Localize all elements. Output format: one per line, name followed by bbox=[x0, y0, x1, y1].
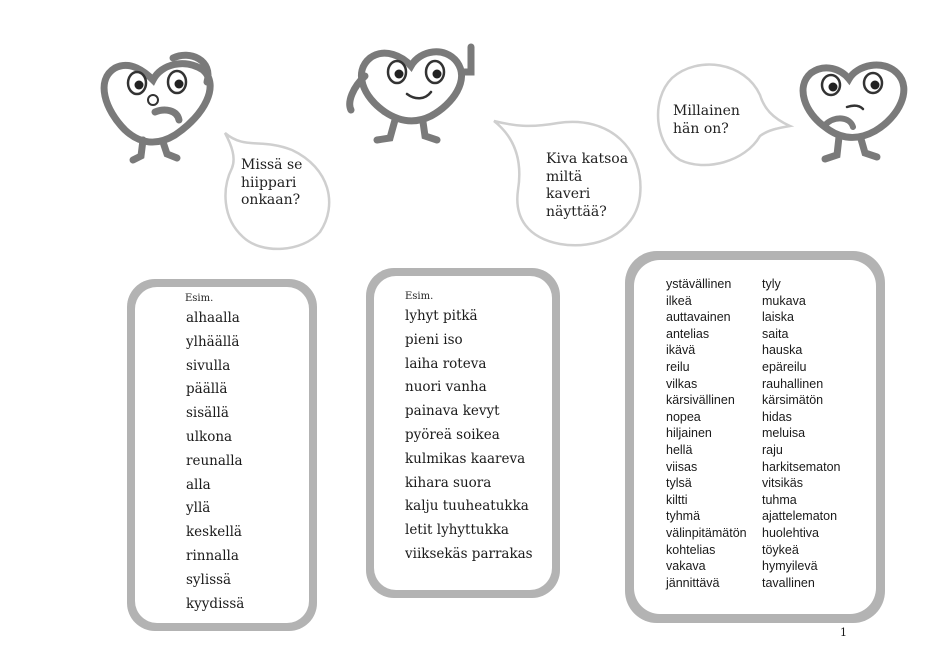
list-item: reilu bbox=[666, 359, 690, 374]
bubble-2-line: Kiva katsoa bbox=[546, 151, 629, 167]
list-item: vilkas bbox=[666, 376, 698, 391]
list-item: töykeä bbox=[762, 542, 799, 557]
personality-words-column-2 bbox=[762, 276, 841, 591]
list-item: päällä bbox=[186, 381, 228, 398]
list-item: huolehtiva bbox=[762, 525, 819, 540]
list-item: alla bbox=[186, 476, 211, 493]
list-item: rinnalla bbox=[186, 547, 239, 564]
list-item: hidas bbox=[762, 409, 792, 424]
bubble-1-line: onkaan? bbox=[241, 192, 301, 208]
list-item: alhaalla bbox=[186, 310, 240, 326]
list-item: kihara suora bbox=[405, 474, 492, 491]
list-item: ilkeä bbox=[666, 293, 692, 308]
list-item: tyhmä bbox=[666, 509, 701, 524]
list-item: lyhyt pitkä bbox=[405, 308, 478, 324]
list-item: letit lyhyttukka bbox=[405, 522, 509, 539]
bubble-3-line: Millainen bbox=[673, 103, 740, 119]
list-item: nopea bbox=[666, 409, 701, 424]
speech-bubble-1-text bbox=[241, 157, 302, 210]
list-item: tyly bbox=[762, 277, 781, 291]
speech-bubble-3-text bbox=[673, 103, 740, 138]
bubble-1-line: Missä se bbox=[241, 157, 303, 173]
list-item: pyöreä soikea bbox=[405, 426, 500, 443]
place-words-list bbox=[186, 307, 244, 616]
bubble-1-line: hiippari bbox=[241, 174, 297, 191]
bubble-2-line: näyttää? bbox=[546, 203, 607, 220]
list-item: tylsä bbox=[666, 476, 692, 491]
list-item: kärsimätön bbox=[762, 393, 824, 408]
personality-words-column-1 bbox=[666, 276, 747, 591]
bubble-2-line: kaveri bbox=[546, 186, 591, 202]
list-item: kohtelias bbox=[666, 542, 716, 557]
list-item: sylissä bbox=[186, 571, 232, 588]
list-item: epäreilu bbox=[762, 359, 807, 374]
list-item: laiska bbox=[762, 310, 794, 325]
list-item: kärsivällinen bbox=[666, 393, 735, 408]
list-item: laiha roteva bbox=[405, 355, 487, 372]
list-item: kalju tuuheatukka bbox=[405, 498, 529, 515]
list-item: jännittävä bbox=[666, 575, 720, 590]
pondering-heart-character-icon bbox=[795, 55, 915, 170]
list-item: välinpitämätön bbox=[666, 525, 747, 540]
list-item: ystävällinen bbox=[666, 277, 732, 291]
list-item: reunalla bbox=[186, 452, 243, 469]
place-words-box bbox=[135, 287, 309, 623]
list-item: kulmikas kaareva bbox=[405, 450, 526, 467]
list-item: viiksekäs parrakas bbox=[405, 545, 533, 562]
page-number: 1 bbox=[840, 626, 847, 639]
list-item: tuhma bbox=[762, 492, 797, 507]
speech-bubble-2-text bbox=[546, 151, 628, 221]
list-item: hymyilevä bbox=[762, 559, 818, 574]
list-item: painava kevyt bbox=[405, 403, 500, 420]
example-label: Esim. bbox=[185, 293, 214, 304]
list-item: ulkona bbox=[186, 428, 233, 445]
list-item: harkitsematon bbox=[762, 459, 841, 474]
personality-words-box bbox=[634, 260, 876, 614]
appearance-words-list bbox=[405, 305, 533, 567]
list-item: kiltti bbox=[666, 492, 688, 507]
list-item: ylhäällä bbox=[186, 333, 240, 350]
list-item: rauhallinen bbox=[762, 376, 824, 391]
list-item: vitsikäs bbox=[762, 476, 803, 491]
list-item: auttavainen bbox=[666, 310, 731, 325]
list-item: hiljainen bbox=[666, 426, 712, 441]
list-item: viisas bbox=[666, 459, 698, 474]
list-item: kyydissä bbox=[186, 595, 245, 612]
list-item: vakava bbox=[666, 559, 706, 574]
list-item: sivulla bbox=[186, 357, 231, 374]
thinking-heart-character-icon bbox=[95, 50, 225, 170]
bubble-3-line: hän on? bbox=[673, 120, 729, 137]
example-label: Esim. bbox=[405, 291, 434, 302]
list-item: sisällä bbox=[186, 405, 229, 422]
list-item: yllä bbox=[186, 500, 211, 517]
list-item: hauska bbox=[762, 343, 803, 358]
list-item: nuori vanha bbox=[405, 379, 487, 396]
bubble-2-line: miltä bbox=[546, 168, 583, 185]
list-item: tavallinen bbox=[762, 575, 815, 590]
waving-heart-character-icon bbox=[345, 42, 485, 147]
list-item: pieni iso bbox=[405, 331, 463, 348]
list-item: antelias bbox=[666, 326, 710, 341]
list-item: meluisa bbox=[762, 426, 806, 441]
list-item: ajattelematon bbox=[762, 509, 838, 524]
list-item: raju bbox=[762, 442, 783, 457]
list-item: keskellä bbox=[186, 524, 242, 541]
list-item: hellä bbox=[666, 442, 693, 457]
appearance-words-box bbox=[374, 276, 552, 590]
list-item: mukava bbox=[762, 293, 806, 308]
list-item: ikävä bbox=[666, 343, 696, 358]
list-item: saita bbox=[762, 326, 789, 341]
